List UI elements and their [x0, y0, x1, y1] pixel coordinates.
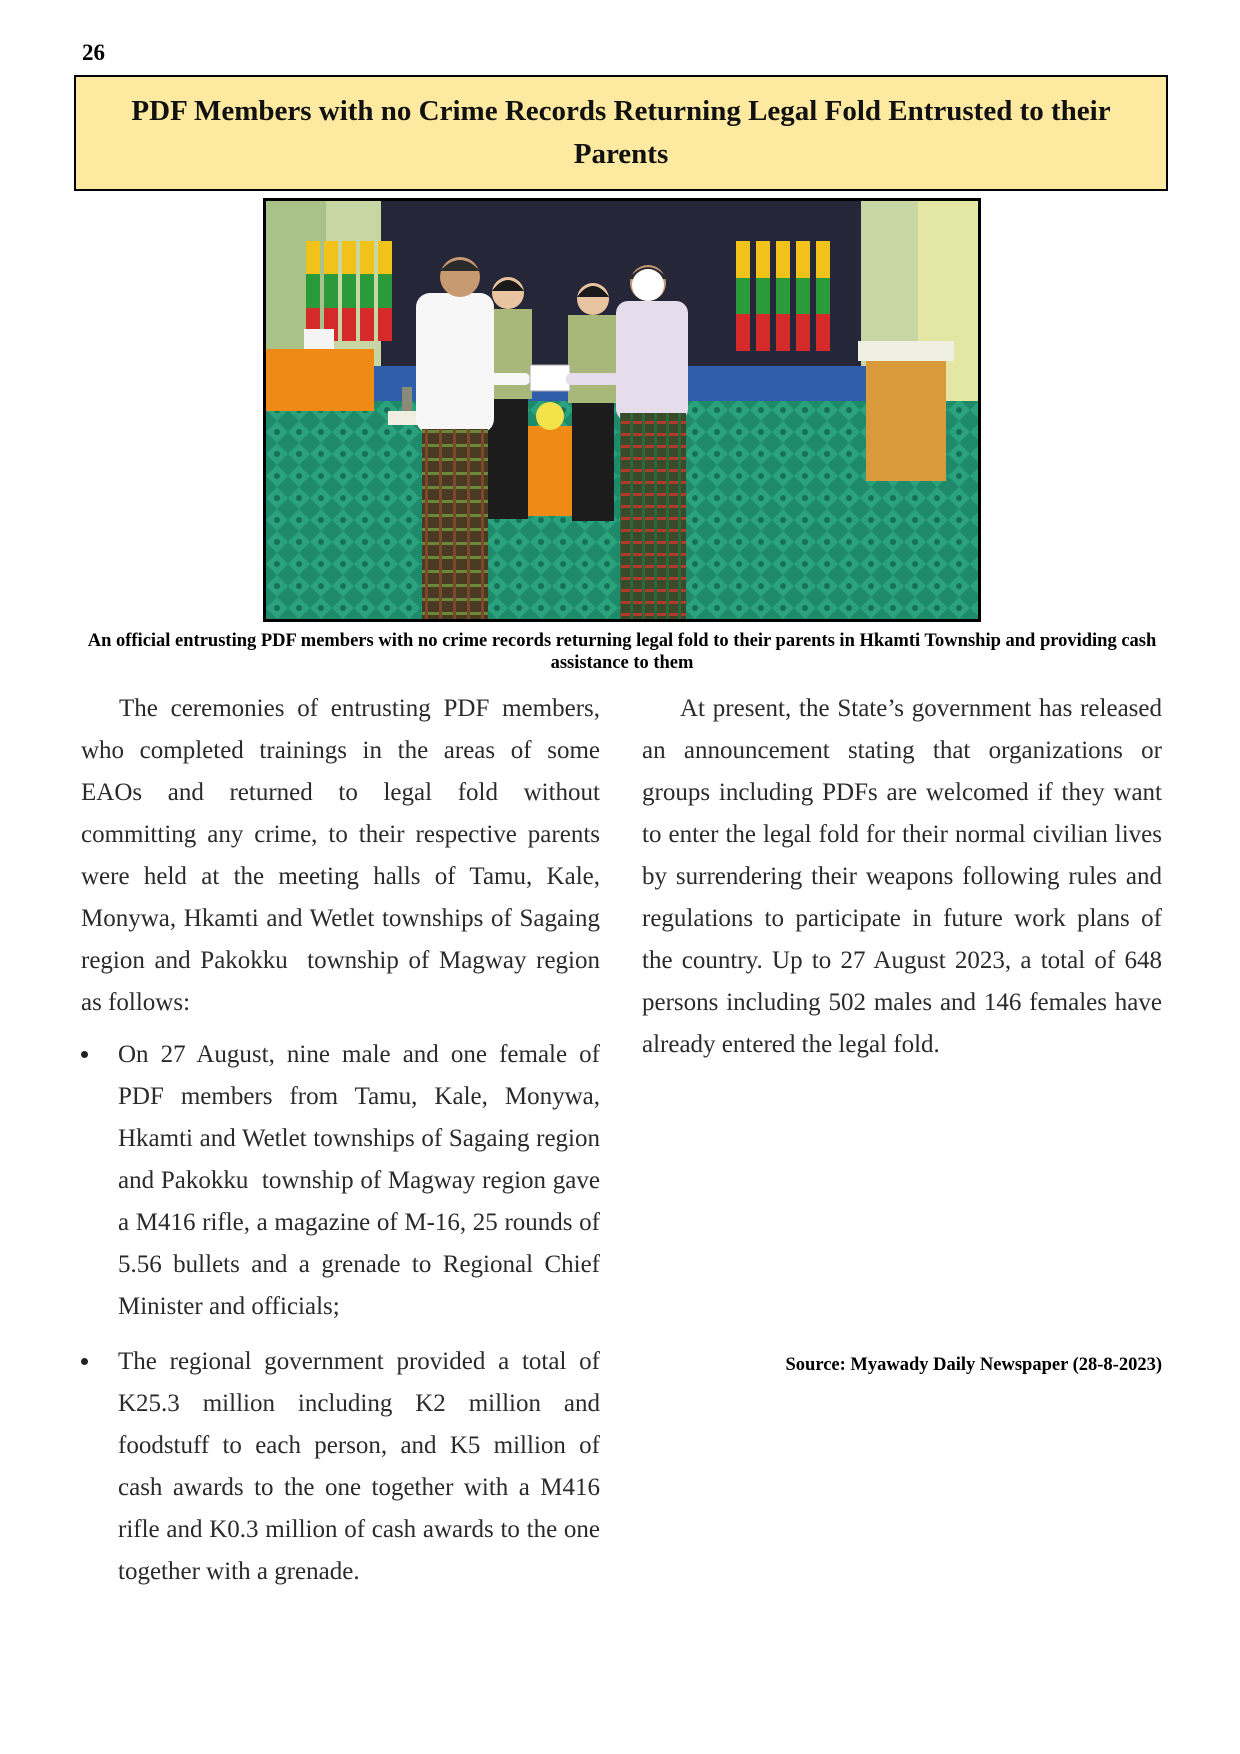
bullet-item — [81, 1341, 600, 1593]
photo-caption: An official entrusting PDF members with no crime records returning legal fold to their parents in Hkamti Township and providing cash assistance to them — [87, 631, 1157, 673]
table-left — [266, 349, 374, 411]
article-photo — [263, 198, 981, 622]
bullet-list — [81, 1034, 600, 1593]
right-column — [642, 688, 1162, 1066]
envelope — [530, 365, 570, 391]
article-title: PDF Members with no Crime Records Returning Legal Fold Entrusted to their Parents — [131, 95, 1111, 170]
article-title-box — [74, 75, 1168, 191]
page-number: 26 — [82, 40, 105, 65]
ceremony-photo-illustration — [266, 201, 978, 619]
face-blur — [632, 269, 664, 301]
left-column — [81, 688, 600, 1606]
flags-left — [306, 241, 392, 341]
intro-paragraph: The ceremonies of entrusting PDF members, who completed trainings in the areas of some EAOs and returned to legal fold without committing any crime, to their respective parents were held at the meeting halls of Tamu, Kale, Monywa, Hkamti and Wetlet townships of Sagaing region and Pakokku township of Magway region as follows: — [81, 695, 600, 1016]
bullet-dot-icon — [81, 1051, 88, 1058]
attendant-right — [568, 283, 618, 521]
bullet-text: On 27 August, nine male and one female of PDF members from Tamu, Kale, Monywa, Hkamti and Wetlet townships of Sagaing region and Pakokku township of Magway region gave a M416 rifle, a magazine of M-16, 25 rounds of 5.56 bullets and a grenade to Regional Chief Minister and officials; — [118, 1041, 600, 1320]
podium — [866, 351, 946, 481]
source-credit: Source: Myawady Daily Newspaper (28-8-2023) — [785, 1355, 1162, 1375]
bullet-item — [81, 1034, 600, 1328]
closing-paragraph: At present, the State’s government has released an announcement stating that organizations or groups including PDFs are welcomed if they want to enter the legal fold for their normal civilian lives by surrendering their weapons following rules and regulations to participate in future work plans of the country. Up to 27 August 2023, a total of 648 persons including 502 males and 146 females have already entered the legal fold. — [642, 695, 1162, 1058]
bullet-text: The regional government provided a total of K25.3 million including K2 million and foodstuff to each person, and K5 million of cash awards to the one together with a M416 rifle and K0.3 million of cash awards to the one together with a grenade. — [118, 1348, 600, 1585]
bullet-dot-icon — [81, 1358, 88, 1365]
